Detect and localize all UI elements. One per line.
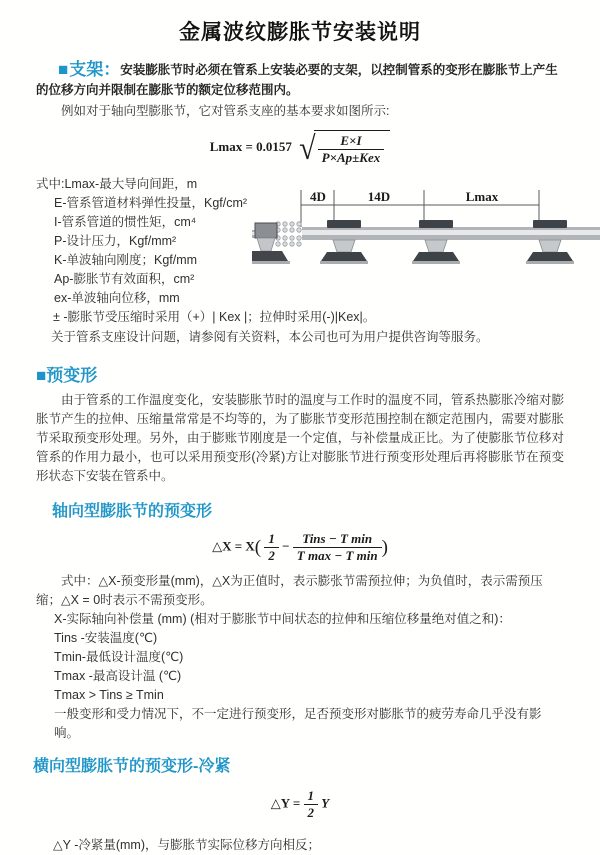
axial-note: 一般变形和受力情况下，不一定进行预变形，足否预变形对膨胀节的疲劳寿命几乎没有影响。 [54,707,542,740]
temp-line: Tmin-最低设计温度(℃) [54,650,184,664]
guide-support [412,220,460,264]
close-paren: ) [381,536,388,558]
axial-formula [36,531,564,565]
temp-line: Tmax -最高设计温 (℃) [54,669,182,683]
definition-item: Ap-膨胀节有效面积，cm² [54,271,195,286]
axial-where-paragraph: 式中：△X-预变形量(mm)，△X为正值时，表示膨张节需预拉伸；为负值时，表示需预压缩；△X = 0时表示不需预变形。 [36,574,543,607]
lmax-formula-lhs: Lmax = 0.0157 [209,139,292,155]
lmax-fraction [318,133,385,167]
lateral-half-numerator: 1 [304,788,319,805]
lateral-subheading: 横向型膨胀节的预变形-冷紧 [33,758,231,775]
temperature-numerator: Tins − T min [293,531,382,548]
radical-sign-icon: √ [299,130,316,167]
lateral-half-fraction [304,788,319,822]
axial-x-definition: X-实际轴向补偿量 (mm) (相对于膨胀节中间状态的拉伸和压缩位移量绝对值之和)： [54,612,511,626]
temperature-denominator: T max − T min [296,547,378,563]
pipe-highlight [302,230,600,235]
definitions-and-diagram-row [36,175,600,308]
page-title: 金属波纹膨胀节安装说明 [179,21,421,44]
half-fraction [264,531,279,565]
definition-item: ex-单波轴向位移，mm [54,290,180,305]
predeform-body-paragraph: 由于管系的工作温度变化，安装膨胀节时的温度与工作时的温度不同，管系热膨胀冷缩对膨胀节产生的拉伸、压缩量常常是不均等的，为了膨胀节变形范围控制在额定范围内，需要对膨胀节采取预变形处理。另外，由于膨账节刚度是一个定值，与补偿量成正比。为了使膨胀节位移对管系的作用力最小，也可以采用预变形(冷紧)方让对膨胀节进行预变形处理后再将膨胀节在预变形状态下安装在管系中。 [36,392,564,483]
dim-label-14d: 14D [367,188,391,204]
support-intro-text: 安装膨胀节时必须在管系上安装必要的支架，以控制管系的变形在膨胀节上产生的位移方向并限制在膨胀节的额定位移范围内。 [36,63,558,97]
predeform-section-heading [36,361,564,386]
dimension-labels [310,189,499,204]
lmax-formula [36,130,564,167]
lateral-note: △Y -冷紧量(mm)，与膨胀节实际位移方向相反； [53,837,321,852]
definition-item: E-管系管道材料弹性投量，Kgf/cm² [54,195,248,210]
dim-label-4d: 4D [310,188,326,204]
definition-item: P-设计压力，Kgf/mm² [54,233,177,248]
lmax-fraction-denominator: P×Ap±Kex [321,150,381,166]
support-intro-paragraph [36,60,564,100]
definition-item: K-单波轴向刚度；Kgf/mm [54,252,198,267]
pipe-support-diagram [252,183,600,308]
minus-sign: − [282,538,290,554]
temp-line: Tins -安装温度(℃) [54,631,158,645]
open-paren: ( [254,536,262,558]
plus-minus-definition: ± -膨胀节受压缩时采用（+）| Kex |；拉伸时采用(-)|Kex|。 [53,309,376,324]
lateral-half-denominator: 2 [307,805,315,821]
support-example-line: 例如对于轴向型膨胀节，它对管系支座的基本要求如图所示: [61,104,390,118]
axial-subheading: 轴向型膨胀节的预变形 [52,502,213,520]
lateral-formula [36,788,564,822]
blue-square-icon: ■ [58,60,69,79]
lateral-formula-lhs: △Y = [270,795,301,811]
half-numerator: 1 [264,531,279,548]
dim-label-lmax: Lmax [465,188,499,204]
temp-relation-line: Tmax > Tins ≥ Tmin [54,688,164,702]
sqrt-radical [299,130,390,167]
half-denominator: 2 [268,547,275,563]
bellows-icon [276,221,301,245]
definition-item: I-管系管道的惯性矩，cm⁴ [54,214,197,229]
predeform-section-label: 预变形 [46,365,98,385]
support-section-heading [58,60,120,79]
lateral-formula-rhs: Y [321,795,330,811]
guide-support [320,220,368,264]
pipe-support-diagram-svg [252,183,600,283]
axial-formula-lhs: △X = X [212,538,255,554]
support-note: 关于管系支座设计问题，请参阅有关资料，本公司也可为用户提供咨询等服务。 [51,329,489,344]
lmax-fraction-numerator: E×I [318,133,385,150]
guide-support [526,220,574,264]
sqrt-content [314,130,391,167]
where-label: 式中:Lmax-最大导向间距，m [36,176,198,191]
symbol-definitions-list [36,175,252,308]
support-section-label: 支架： [69,60,121,79]
blue-square-icon: ■ [36,365,47,385]
temperature-fraction [293,531,382,565]
